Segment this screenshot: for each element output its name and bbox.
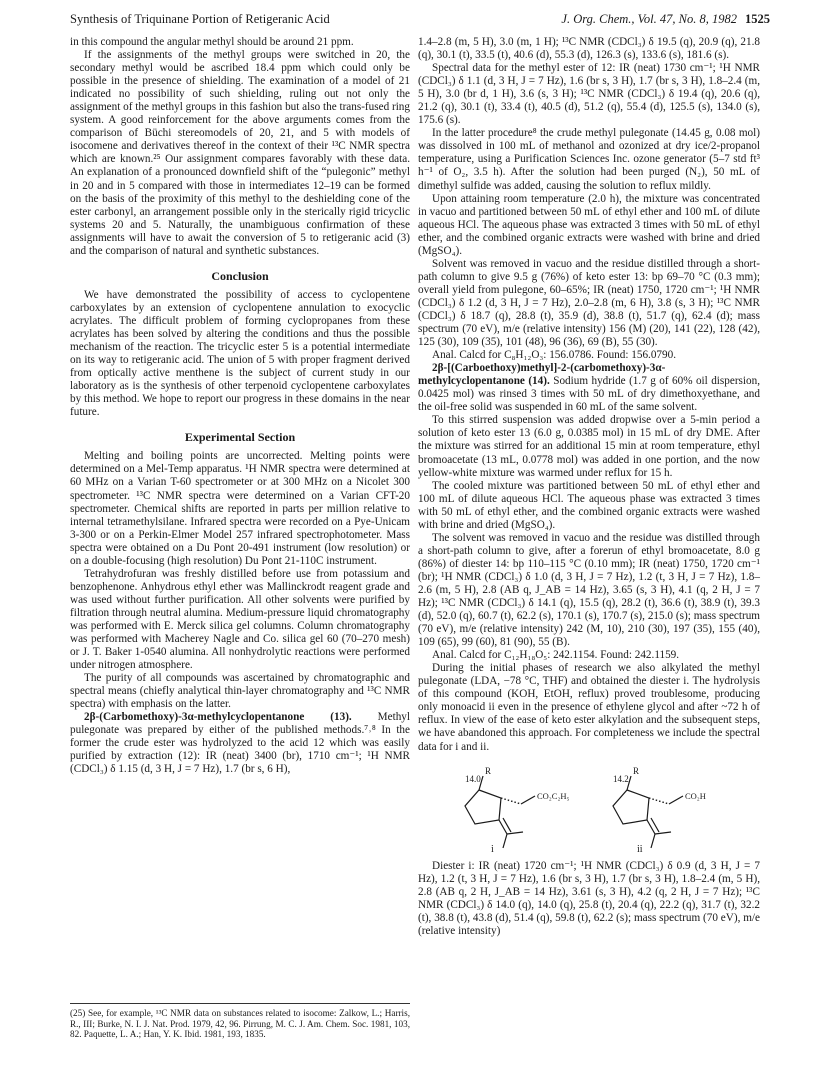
shift-label-ii: 14.2 [613, 773, 629, 784]
paragraph: 1.4–2.8 (m, 5 H), 3.0 (m, 1 H); ¹³C NMR (CDCl₃) δ 19.5 (q), 20.9 (q), 21.8 (q), 30.1 (t), 33.5 (t), 40.6 (d), 55.3 (d), 126.3 (s), 133.6 (s), 181.6 (s). [418, 36, 760, 62]
paragraph: in this compound the angular methyl should be around 21 ppm. [70, 36, 354, 48]
paragraph-text: Methyl pulegonate was prepared by either of the published methods.⁷˒⁸ In the former the crude ester was hydrolyzed to the acid 12 which was easily purified by extraction (12): IR (neat) 3400 (br), 1710 cm⁻¹; ¹H NMR (CDCl₃) δ 1.15 (d, 3 H, J = 7 Hz), 1.7 (br s, 6 H), [70, 711, 410, 776]
compound-label-ii: ii [637, 843, 643, 854]
paragraph: To this stirred suspension was added dropwise over a 5-min period a solution of keto ester 13 (6.0 g, 0.0385 mol) in 15 mL of dry DME. After the mixture was stirred for an additional 15 min at room temperature, ethyl bromoacetate (13 mL, 0.0778 mol) was added in one portion, and the now yellow-white mixture was warmed under reflux for 15 h. [418, 414, 760, 479]
compound-title: 2β-[(Carboethoxy)methyl]-2-(carbomethoxy)-3α-methylcyclopentanone (14). [418, 362, 666, 388]
methyl-bond [651, 834, 655, 848]
hashed-bond [649, 798, 669, 804]
paragraph: Melting and boiling points are uncorrected. Melting points were determined on a Mel-Temp apparatus. ¹H NMR spectra were determined at 60 MHz on a Varian T-60 spectrometer or at 300 MHz on a Nicolet 300 spectrometer. ¹³C NMR spectra were determined on a Varian CFT-20 spectrometer. Chemical shifts are reported in parts per million relative to internal tetramethylsilane. Infrared spectra were recorded on a Pye-Unicam 3-300 or on a Perkin-Elmer Model 257 infrared spectrophotometer. Mass spectra were obtained on a Du Pont 20-491 instrument (low resolution) or on a double-focusing (high resolution) Du Pont 21-110C instrument. [70, 450, 410, 567]
paragraph: Spectral data for the methyl ester of 12: IR (neat) 1730 cm⁻¹; ¹H NMR (CDCl₃) δ 1.1 (d, 3 H, J = 7 Hz), 1.6 (br s, 3 H), 1.7 (br s, 3 H), 1.8–2.4 (m, 5 H), 3.0 (br d, 1 H), 3.6 (s, 3 H); ¹³C NMR (CDCl₃) δ 19.4 (q), 20.6 (q), 21.2 (q), 30.1 (t), 33.4 (t), 40.5 (d), 51.2 (q), 55.4 (d), 125.5 (s), 134.0 (s), 175.6 (s). [418, 62, 760, 127]
group-label-i: CO₂C₂H₅ [537, 790, 570, 801]
header-title: Synthesis of Triquinane Portion of Retigeranic Acid [70, 12, 330, 26]
section-heading-experimental: Experimental Section [184, 430, 296, 445]
paragraph: The cooled mixture was partitioned between 50 mL of ethyl ether and 100 mL of dilute aqueous HCl. The aqueous phase was extracted 3 times with 50 mL of ethyl ether, and the combined organic extracts were washed with brine and dried (MgSO₄). [418, 479, 760, 531]
shift-label-i: 14.0 [465, 773, 481, 784]
ring-ii [613, 790, 649, 824]
paragraph: Solvent was removed in vacuo and the residue distilled through a short-path column to give 9.5 g (76%) of keto ester 13: bp 69–70 °C (0.3 mm); overall yield from pulegone, 60–65%; IR (neat) 1750, 1720 cm⁻¹; ¹H NMR (CDCl₃) δ 1.2 (d, 3 H, J = 7 Hz), 2.0–2.8 (m, 6 H), 3.8 (s, 3 H); ¹³C NMR (CDCl₃) δ 18.7 (q), 28.8 (t), 35.9 (d), 38.8 (t), 51.7 (q), 62.4 (d); mass spectrum (70 eV), m/e (relative intensity) 156 (M) (20), 141 (22), 128 (42), 125 (30), 109 (35), 101 (48), 96 (36), 69 (B), 55 (30). [418, 257, 760, 349]
paragraph: Anal. Calcd for C₁₂H₁₈O₅: 242.1154. Found: 242.1159. [432, 649, 680, 662]
r-label-ii: R [633, 765, 640, 776]
structures-figure [439, 762, 739, 854]
paragraph: We have demonstrated the possibility of access to cyclopentene carboxylates by an extension of cyclopentene annulation to exocyclic acrylates. The difficult problem of forming cyclopropanes from these acrylates has been solved by altering the conditions and thus the possible mechanism of the reaction. The tricyclic ester 5 is a potential intermediate on its way to retigeranic acid. The union of 5 with proper fragment derived from optically active menthene is the subject of current study in our laboratory as is the synthesis of other terpenoid cyclopentene carboxylates by this method. We hope to report our progress in these domains in the near future. [70, 288, 410, 419]
chemical-structures [418, 762, 760, 854]
paragraph: Tetrahydrofuran was freshly distilled before use from potassium and benzophenone. Anhydrous ethyl ether was Mallinckrodt reagent grade and was used without further purification. All other solvents were purified by filtration through neutral alumina. Medium-pressure liquid chromatography was performed with E. Merck silica gel columns. Column chromatography was performed with Macherey Nagle and Co. silica gel 60 (70–270 mesh) or J. T. Baker 1-0540 alumina. All nonhydrolytic reactions were performed under nitrogen atmosphere. [70, 567, 410, 672]
paragraph: The solvent was removed in vacuo and the residue was distilled through a short-path column to give, after a forerun of ethyl bromoacetate, 8.0 g (86%) of diester 14: bp 110–115 °C (0.10 mm); IR (neat) 1750, 1720 cm⁻¹ (br); ¹H NMR (CDCl₃) δ 1.0 (d, 3 H, J = 7 Hz), 1.2 (t, 3 H, J = 7 Hz), 1.8–2.6 (m, 5 H), 2.8 (AB q, J_AB = 14 Hz), 3.65 (s, 3 H), 4.1 (q, 2 H, J = 7 Hz); ¹³C NMR (CDCl₃) δ 14.1 (q), 15.5 (q), 28.2 (t), 36.6 (t), 38.9 (t), 39.3 (d), 52.0 (q), 60.7 (t), 62.2 (s), 170.1 (s), 170.7 (s), 215.0 (s); mass spectrum (70 eV), m/e (relative intensity) 242 (M, 10), 210 (30), 197 (35), 155 (40), 109 (65), 99 (60), 81 (90), 55 (B). [418, 531, 760, 649]
chain-bond [669, 796, 683, 804]
right-column [418, 36, 760, 1061]
paragraph [70, 711, 410, 776]
compound-label-i: i [491, 843, 494, 854]
ring-i [465, 790, 501, 824]
hashed-bond [501, 798, 521, 804]
paragraph: Upon attaining room temperature (2.0 h), the mixture was concentrated in vacuo and partitioned between 50 mL of ethyl ether and 100 mL of dilute aqueous HCl. The aqueous phase was extracted 3 times with 50 mL of ethyl ether, and the combined organic extracts were washed with brine and dried (MgSO₄). [418, 192, 760, 257]
chain-bond [521, 796, 535, 804]
footnote [70, 1003, 410, 1040]
paragraph-text: Sodium hydride (1.7 g of 60% oil dispersion, 0.0425 mol) was rinsed 3 times with 50 mL of dry dimethoxyethane, and the oil-free solid was suspended in 60 mL of the same solvent. [418, 375, 760, 414]
paragraph: Anal. Calcd for C₈H₁₂O₃: 156.0786. Found: 156.0790. [432, 349, 677, 362]
page-number: 1525 [745, 12, 770, 26]
r-label-i: R [485, 765, 492, 776]
running-header [70, 10, 770, 28]
footnote-text: (25) See, for example, ¹³C NMR data on substances related to isocome: Zalkow, L.; Harris, R., III; Burke, N. I. J. Nat. Prod. 1979, 42, 96. Pirrung, M. C. J. Am. Chem. Soc. 1981, 103, 82. Paquette, L. A.; Han, Y. K. Ibid. 1981, 193, 1835. [70, 1008, 410, 1040]
methyl-bond [503, 834, 507, 848]
compound-title: 2β-(Carbomethoxy)-3α-methylcyclopentanone (13). [84, 711, 352, 724]
paragraph: During the initial phases of research we also alkylated the methyl pulegonate (LDA, −78 °C, THF) and obtained the diester i. The hydrolysis of this compound (KOH, EtOH, reflux) proved troublesome, producing only monoacid ii even in the presence of ethylene glycol and after ~72 h of reflux. In view of the ease of keto ester alkylation and the subsequent steps, we have abandoned this approach. For completeness we include the spectral data for i and ii. [418, 662, 760, 753]
header-citation: J. Org. Chem., Vol. 47, No. 8, 1982 [561, 12, 737, 26]
paragraph: In the latter procedure⁸ the crude methyl pulegonate (14.45 g, 0.08 mol) was dissolved in 100 mL of methanol and ozonized at dry ice/2-propanol temperature, using a Purification Sciences Inc. ozone generator (5–7 std ft³ h⁻¹ of O₂, 3.5 h). After the solution had been purged (N₂), 50 mL of dimethyl sulfide was added, causing the solution to reflux mildly. [418, 127, 760, 192]
paragraph [418, 362, 760, 414]
paragraph: Diester i: IR (neat) 1720 cm⁻¹; ¹H NMR (CDCl₃) δ 0.9 (d, 3 H, J = 7 Hz), 1.2 (t, 3 H, J = 7 Hz), 1.6 (br s, 3 H), 1.7 (br s, 3 H), 1.8–2.4 (m, 5 H), 2.8 (AB q, 2 H, J_AB = 14 Hz), 3.61 (s, 3 H), 4.2 (q, 2 H, J = 7 Hz); ¹³C NMR (CDCl₃) δ 14.0 (q), 14.0 (q), 25.8 (t), 20.4 (q), 22.2 (q), 31.7 (t), 32.2 (t), 38.8 (t), 43.8 (d), 51.4 (q), 59.8 (t), 62.2 (s); mass spectrum (70 eV), m/e (relative intensity) [418, 859, 760, 937]
paragraph: If the assignments of the methyl groups were switched in 20, the secondary methyl would be ascribed 18.4 ppm which could only be possible in the presence of shielding. The examination of a model of 21 indicated no possibility of such shielding, ruling out not only the assignment of the methyl groups in this fashion but also the trans-fused ring system. A good reinforcement for the above arguments comes from the comparison of Büchi stereomodels of 20, 21, and 5 with models of isocomene and derivatives thereof in the context of their ¹³C NMR spectra which are known.²⁵ Our assignment compares favorably with these data. An explanation of a pronounced downfield shift of the “pulegonic” methyl in 20 and in 5 compared with those in intermediates 12–19 can be formed on the basis of the proximity of this methyl to the deshielding cone of the ester carbonyl, an arrangement possible only in the sterically rigid tricyclic systems 20 and 5. Naturally, the unambiguous confirmation of these assignments will have to await the conversion of 5 to retigeranic acid (3) and the comparison of natural and synthetic substances. [70, 49, 410, 257]
methyl-bond [507, 832, 523, 834]
group-label-ii: CO₂H [685, 790, 706, 801]
left-column [70, 36, 410, 996]
header-journal [561, 10, 770, 28]
methyl-bond [655, 832, 671, 834]
section-heading-conclusion: Conclusion [211, 268, 269, 283]
paragraph: The purity of all compounds was ascertained by chromatographic and spectral means (chiefly analytical thin-layer chromatography and ¹³C NMR spectra) with emphasis on the latter. [70, 672, 410, 711]
